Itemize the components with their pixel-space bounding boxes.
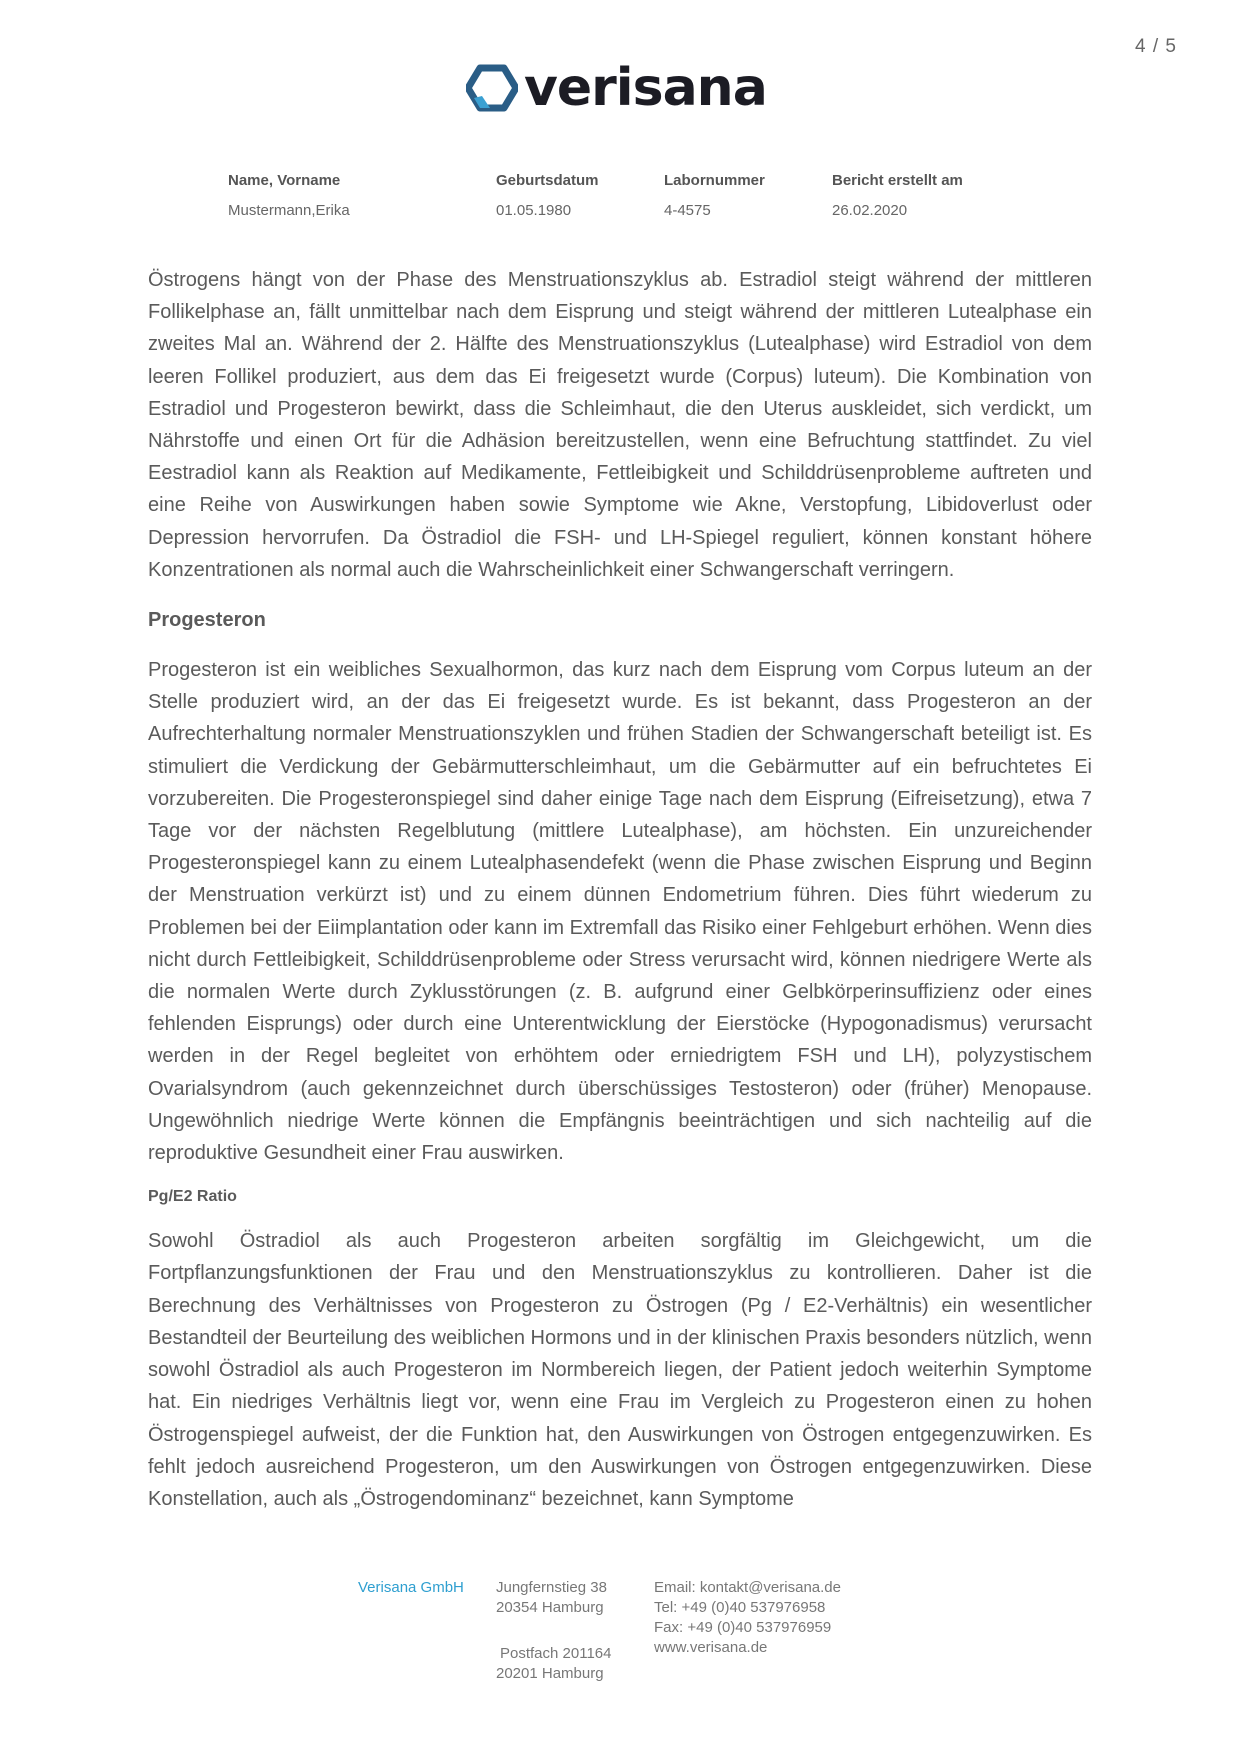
name-label: Name, Vorname bbox=[228, 172, 341, 189]
report-date-label: Bericht erstellt am bbox=[832, 172, 963, 189]
dob-column bbox=[496, 172, 664, 219]
progesteron-paragraph: Progesteron ist ein weibliches Sexualhormon, das kurz nach dem Eisprung vom Corpus luteum an der Stelle produziert wird, an der das Ei freigesetzt wurde. Es ist bekannt, dass Progesteron an der Aufrechterhaltung normaler Menstruationszyklen und frühen Stadien der Schwangerschaft beteiligt ist. Es stimuliert die Verdickung der Gebärmutterschleimhaut, um die Gebärmutter auf ein befruchtetes Ei vorzubereiten. Die Progesteronspiegel sind daher einige Tage nach dem Eisprung (Eifreisetzung), etwa 7 Tage vor der nächsten Regelblutung (mittlere Lutealphase), am höchsten. Ein unzureichender Progesteronspiegel kann zu einem Lutealphasendefekt (wenn die Phase zwischen Eisprung und Beginn der Menstruation verkürzt ist) und zu einem dünnen Endometrium führen. Dies führt wiederum zu Problemen bei der Eiimplantation oder kann im Extremfall das Risiko einer Fehlgeburt erhöhen. Wenn dies nicht durch Fettleibigkeit, Schilddrüsenprobleme oder Stress verursacht wird, können niedrigere Werte als die normalen Werte durch Zyklusstörungen (z. B. aufgrund einer Gelbkörperinsuffizienz oder eines fehlenden Eisprungs) oder durch eine Unterentwicklung der Eierstöcke (Hypogonadismus) verursacht werden in der Regel begleitet von erhöhtem oder erniedrigtem FSH und LH), polyzystischem Ovarialsyndrom (auch gekennzeichnet durch überschüssiges Testosteron) oder (früher) Menopause. Ungewöhnlich niedrige Werte können die Empfängnis beeinträchtigen und sich nachteilig auf die reproduktive Gesundheit einer Frau auswirken. bbox=[148, 659, 1092, 1165]
ratio-paragraph: Sowohl Östradiol als auch Progesteron arbeiten sorgfältig im Gleichgewicht, um die Fortpflanzungsfunktionen der Frau und den Menstruationszyklus zu kontrollieren. Daher ist die Berechnung des Verhältnisses von Progesteron zu Östrogen (Pg / E2-Verhältnis) ein wesentlicher Bestandteil der Beurteilung des weiblichen Hormons und in der klinischen Praxis besonders nützlich, wenn sowohl Östradiol als auch Progesteron im Normbereich liegen, der Patient jedoch weiterhin Symptome hat. Ein niedriges Verhältnis liegt vor, wenn eine Frau im Vergleich zu Progesteron einen zu hohen Östrogenspiegel aufweist, der die Funktion hat, den Auswirkungen von Östrogen entgegenzuwirken. Es fehlt jedoch ausreichend Progesteron, um den Auswirkungen von Östrogen entgegenzuwirken. Diese Konstellation, auch als „Östrogendominanz“ bezeichnet, kann Symptome bbox=[148, 1230, 1092, 1510]
footer-company: Verisana GmbH bbox=[358, 1579, 464, 1596]
logo-text: verisana bbox=[524, 58, 767, 118]
estrogen-paragraph: Östrogens hängt von der Phase des Menstruationszyklus ab. Estradiol steigt während der mittleren Follikelphase an, fällt unmittelbar nach dem Eisprung und steigt während der mittleren Lutealphase ein zweites Mal an. Während der 2. Hälfte des Menstruationszyklus (Lutealphase) wird Estradiol von dem leeren Follikel produziert, aus dem das Ei freigesetzt wurde (Corpus) luteum). Die Kombination von Estradiol und Progesteron bewirkt, dass die Schleimhaut, die den Uterus auskleidet, sich verdickt, um Nährstoffe und einen Ort für die Adhäsion bereitzustellen, wenn eine Befruchtung stattfindet. Zu viel Eestradiol kann als Reaktion auf Medikamente, Fettleibigkeit und Schilddrüsenprobleme auftreten und eine Reihe von Auswirkungen haben sowie Symptome wie Akne, Verstopfung, Libidoverlust oder Depression hervorrufen. Da Östradiol die FSH- und LH-Spiegel reguliert, können konstant höhere Konzentrationen als normal auch die Wahrscheinlichkeit einer Schwangerschaft verringern. bbox=[148, 269, 1092, 581]
name-value: Mustermann,Erika bbox=[228, 202, 350, 219]
dob-value: 01.05.1980 bbox=[496, 202, 572, 219]
report-date-value: 26.02.2020 bbox=[832, 202, 908, 219]
footer-city: 20354 Hamburg bbox=[496, 1599, 604, 1616]
footer-po-box: Postfach 201164 bbox=[500, 1645, 612, 1662]
dob-label: Geburtsdatum bbox=[496, 172, 599, 189]
progesteron-heading: Progesteron bbox=[148, 609, 266, 632]
report-date-column bbox=[832, 172, 1032, 219]
company-logo bbox=[466, 58, 767, 118]
lab-number-label: Labornummer bbox=[664, 172, 765, 189]
lab-number-value: 4-4575 bbox=[664, 202, 711, 219]
page-footer bbox=[358, 1578, 874, 1684]
patient-info-header bbox=[228, 172, 1032, 219]
hexagon-logo-icon bbox=[466, 62, 518, 114]
footer-po-city: 20201 Hamburg bbox=[496, 1665, 604, 1682]
ratio-heading: Pg/E2 Ratio bbox=[148, 1188, 237, 1206]
footer-email: Email: kontakt@verisana.de bbox=[654, 1579, 841, 1596]
lab-number-column bbox=[664, 172, 832, 219]
report-body bbox=[148, 264, 1092, 1515]
footer-tel: Tel: +49 (0)40 537976958 bbox=[654, 1599, 826, 1616]
footer-address bbox=[496, 1578, 654, 1684]
page-number: 4 / 5 bbox=[1135, 36, 1177, 57]
footer-contact bbox=[654, 1578, 874, 1684]
patient-name-column bbox=[228, 172, 496, 219]
footer-web: www.verisana.de bbox=[654, 1639, 768, 1656]
footer-fax: Fax: +49 (0)40 537976959 bbox=[654, 1619, 832, 1636]
footer-street: Jungfernstieg 38 bbox=[496, 1579, 607, 1596]
